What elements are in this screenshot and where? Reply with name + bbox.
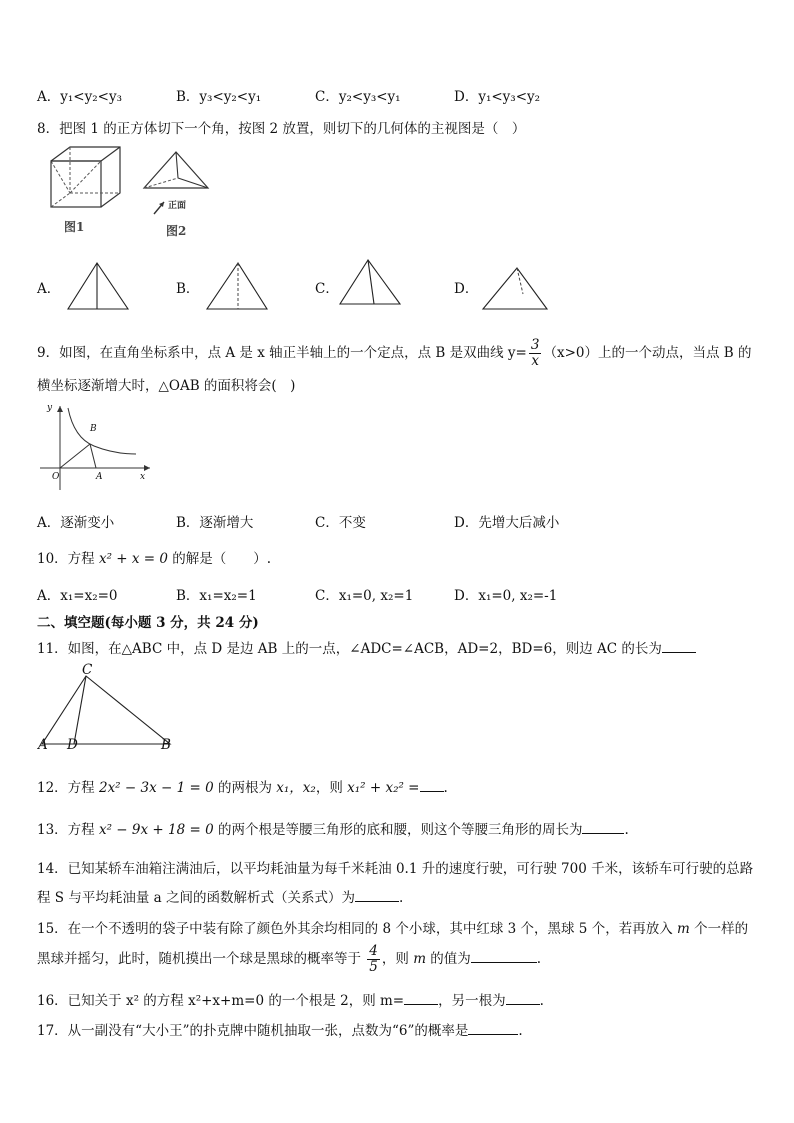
q8-option-a-label: A． — [37, 281, 61, 297]
q11-label-c: C — [82, 662, 93, 678]
q10-option-c: C．x₁=0, x₂=1 — [315, 588, 414, 604]
q9-stem-line1: 9．如图，在直角坐标系中，点 A 是 x 轴正半轴上的一个定点，点 B 是双曲线 y= $\frac{3}{x}$ （x>0）上的一个动点，当点 B 的 — [37, 337, 752, 369]
q8-front-label: 正面 — [168, 201, 187, 211]
q14-stem-line2: 程 S 与平均耗油量 a 之间的函数解析式（关系式）为 . — [37, 890, 404, 906]
q11-stem: 11．如图，在△ABC 中，点 D 是边 AB 上的一点，∠ADC=∠ACB，AD=2，BD=6，则边 AC 的长为 — [37, 637, 696, 657]
section-heading: 二、填空题(每小题 3 分，共 24 分) — [37, 615, 259, 631]
q7-option-c: C．y₂<y₃<y₁ — [315, 89, 401, 105]
q13-stem: 13．方程 x² − 9x + 18 = 0 的两个根是等腰三角形的底和腰，则这个等腰三角形的周长为 . — [37, 822, 629, 838]
q17-stem: 17．从一副没有“大小王”的扑克牌中随机抽取一张，点数为“6”的概率是 . — [37, 1023, 523, 1039]
q16-answer-blank-m[interactable] — [404, 992, 438, 1005]
q8-option-c-triangle — [338, 258, 402, 308]
q10-option-a: A．x₁=x₂=0 — [37, 588, 118, 604]
q17-answer-blank[interactable] — [468, 1022, 518, 1035]
q8-stem: 8．把图 1 的正方体切下一个角，按图 2 放置，则切下的几何体的主视图是（ ） — [37, 121, 526, 137]
q9-stem-line2: 横坐标逐渐增大时，△OAB 的面积将会( ) — [37, 378, 296, 394]
q9-option-b: B．逐渐增大 — [176, 515, 254, 531]
q8-fig1-caption: 图1 — [64, 220, 85, 234]
q7-option-d: D．y₁<y₃<y₂ — [454, 89, 541, 105]
q8-option-b-triangle — [205, 260, 269, 312]
q14-stem-line1: 14．已知某轿车油箱注满油后，以平均耗油量为每千米耗油 0.1 升的速度行驶，可行驶 700 千米，该轿车可行驶的总路 — [37, 861, 754, 877]
q15-answer-blank[interactable] — [471, 950, 537, 963]
q7-option-b: B．y₃<y₂<y₁ — [176, 89, 262, 105]
q11-label-b: B — [161, 737, 171, 753]
q10-stem: 10．方程 x² + x = 0 的解是（ ）. — [37, 551, 272, 567]
q16-answer-blank-root[interactable] — [506, 992, 540, 1005]
q12-stem: 12．方程 2x² − 3x − 1 = 0 的两根为 x₁，x₂，则 x₁² + x₂² = . — [37, 780, 448, 796]
q12-answer-blank[interactable] — [420, 779, 444, 792]
q9-option-a: A．逐渐变小 — [37, 515, 115, 531]
q8-fig2-caption: 图2 — [166, 224, 187, 238]
q11-triangle-figure — [36, 664, 176, 754]
q8-figure-1-cube — [48, 145, 128, 215]
q16-stem: 16．已知关于 x² 的方程 x²+x+m=0 的一个根是 2，则 m= ，另一根为 . — [37, 993, 544, 1009]
q8-option-d-triangle — [481, 266, 549, 312]
q15-stem-line2: 黑球并摇匀，此时，随机摸出一个球是黑球的概率等于 $\frac{4}{5}$ ，则 m 的值为 . — [37, 943, 542, 975]
q9-fraction: $\frac{3}{x}$ — [530, 337, 540, 369]
q7-option-a: A．y₁<y₂<y₃ — [37, 89, 122, 105]
q9-option-d: D．先增大后减小 — [454, 515, 560, 531]
q10-option-d: D．x₁=0, x₂=-1 — [454, 588, 558, 604]
q11-label-d: D — [67, 737, 78, 753]
q10-option-b: B．x₁=x₂=1 — [176, 588, 257, 604]
q9-label-x: x — [140, 472, 146, 482]
q8-option-a-triangle — [66, 260, 130, 312]
q11-answer-blank[interactable] — [662, 640, 696, 653]
q9-label-o: O — [52, 472, 60, 482]
q15-stem-line1: 15．在一个不透明的袋子中装有除了颜色外其余均相同的 8 个小球，其中红球 3 个，黑球 5 个，若再放入 m 个一样的 — [37, 921, 749, 937]
q13-answer-blank[interactable] — [582, 821, 624, 834]
q8-option-c-label: C． — [315, 281, 339, 297]
q8-option-d-label: D． — [454, 281, 479, 297]
q9-label-a: A — [96, 472, 103, 482]
q9-label-y: y — [47, 403, 53, 413]
q8-option-b-label: B． — [176, 281, 200, 297]
q14-answer-blank[interactable] — [355, 889, 399, 902]
q15-fraction: $\frac{4}{5}$ — [369, 943, 378, 975]
q9-label-b: B — [90, 424, 97, 434]
q9-option-c: C．不变 — [315, 515, 366, 531]
q11-label-a: A — [38, 737, 48, 753]
